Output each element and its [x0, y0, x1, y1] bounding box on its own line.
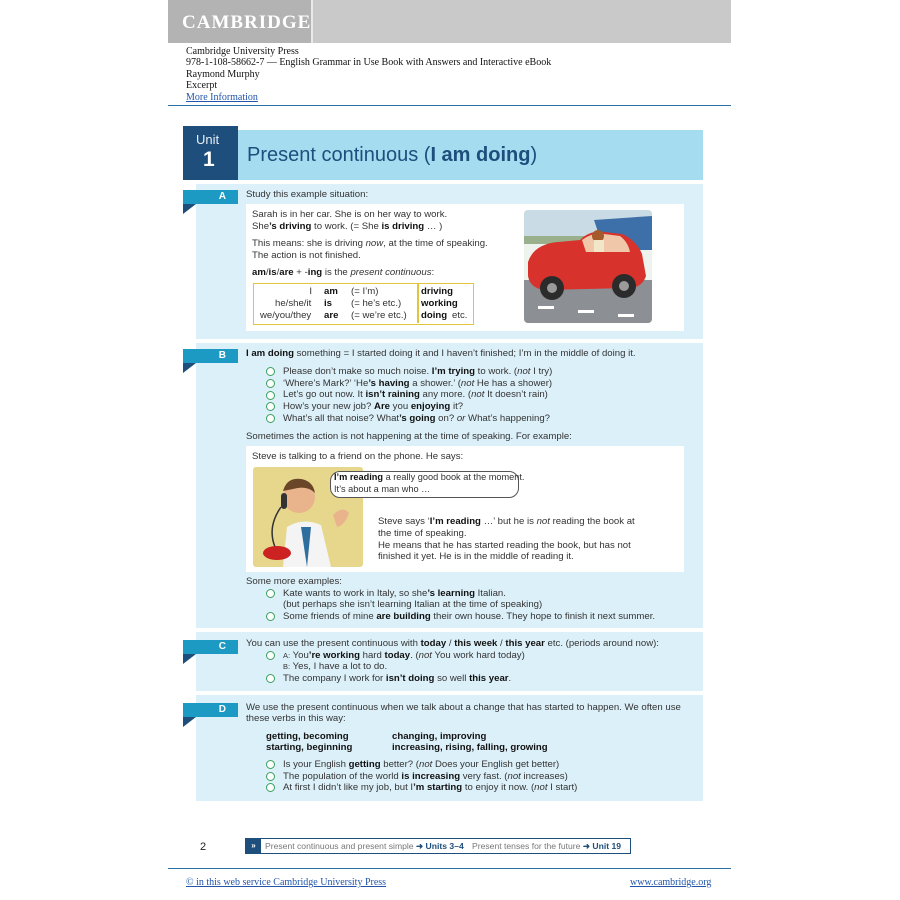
bullet — [266, 414, 275, 423]
verbs-col2-line1: changing, improving — [392, 731, 487, 742]
subject-he-she-it: he/she/it — [275, 298, 312, 309]
unit-number: 1 — [203, 148, 215, 171]
more-information-link[interactable]: More Information — [186, 91, 258, 103]
bullet — [266, 760, 275, 769]
bullet — [266, 589, 275, 598]
section-b-tab-fold — [183, 363, 196, 373]
section-b-definition: I am doing something = I started doing it and I haven’t finished; I’m in the middle of doing it. — [246, 348, 636, 359]
publisher-banner — [168, 0, 731, 43]
section-c-tab-fold — [183, 654, 196, 664]
steve-explanation-1: Steve says ‘I’m reading …’ but he is not reading the book at — [378, 516, 635, 527]
subject-i: I — [309, 286, 312, 297]
steve-intro: Steve is talking to a friend on the phone. He says: — [252, 451, 464, 462]
contraction-were: (= we’re etc.) — [351, 310, 407, 321]
bullet — [266, 379, 275, 388]
verbs-col1-line2: starting, beginning — [266, 742, 353, 753]
form-rule: am/is/are + -ing is the present continuous: — [252, 267, 435, 278]
steve-explanation-3: He means that he has started reading the book, but has not — [378, 540, 631, 551]
bullet — [266, 612, 275, 621]
contraction-hes: (= he’s etc.) — [351, 298, 402, 309]
bullet — [266, 402, 275, 411]
cross-reference-icon: » — [246, 839, 261, 853]
ing-etc: etc. — [452, 310, 468, 321]
meaning-line-2: The action is not finished. — [252, 250, 361, 261]
verb-am: am — [324, 286, 338, 297]
section-a-tab-fold — [183, 204, 196, 214]
sometimes-note: Sometimes the action is not happening at the time of speaking. For example: — [246, 431, 572, 442]
steve-explanation-4: finished it yet. He is in the middle of reading it. — [378, 551, 574, 562]
contraction-im: (= I’m) — [351, 286, 379, 297]
cambridge-logo: CAMBRIDGE — [168, 0, 311, 43]
xref-unit-19[interactable]: Present tenses for the future ➜ Unit 19 — [472, 841, 622, 851]
change-example-2: The population of the world is increasing very fast. (not increases) — [283, 771, 568, 782]
example-line: ‘Where’s Mark?’ ‘He’s having a shower.’ (not He has a shower) — [283, 378, 553, 389]
section-d-intro-1: We use the present continuous when we talk about a change that has started to happen. We often use — [246, 702, 681, 713]
example-line: Please don’t make so much noise. I’m trying to work. (not I try) — [283, 366, 553, 377]
excerpt-label: Excerpt — [186, 80, 218, 92]
speech-bubble-line-2: It’s about a man who … — [334, 484, 431, 494]
verb-are: are — [324, 310, 339, 321]
more-example-2: Some friends of mine are building their own house. They hope to finish it next summer. — [283, 611, 656, 622]
publisher-name: Cambridge University Press — [186, 46, 299, 57]
verb-is: is — [324, 298, 333, 309]
bullet — [266, 367, 275, 376]
more-example-1: Kate wants to work in Italy, so she’s learning Italian. — [283, 588, 506, 599]
more-example-1-note: (but perhaps she isn’t learning Italian at the time of speaking) — [283, 599, 543, 610]
sarah-line-2: She’s driving to work. (= She is driving … ) — [252, 221, 443, 232]
sarah-line-1: Sarah is in her car. She is on her way to work. — [252, 209, 448, 220]
section-a-tab: A — [183, 190, 238, 204]
ing-working: working — [421, 298, 458, 309]
table-divider — [417, 284, 419, 323]
more-examples-label: Some more examples: — [246, 576, 342, 587]
woman-driving-car-illustration — [524, 210, 652, 323]
speech-bubble-line-1: I’m reading a really good book at the moment. — [334, 472, 525, 482]
header-rule — [168, 105, 731, 106]
section-b-tab: B — [183, 349, 238, 363]
dialogue-b: B: Yes, I have a lot to do. — [283, 661, 388, 672]
cross-reference-box — [245, 838, 631, 854]
bullet — [266, 391, 275, 400]
copyright-link[interactable]: © in this web service Cambridge University Press — [186, 877, 387, 888]
steve-explanation-2: the time of speaking. — [378, 528, 467, 539]
footer-rule — [168, 868, 731, 869]
change-example-3: At first I didn’t like my job, but I’m starting to enjoy it now. (not I start) — [283, 782, 578, 793]
meaning-line-1: This means: she is driving now, at the time of speaking. — [252, 238, 488, 249]
example-line: Let’s go out now. It isn’t raining any more. (not It doesn’t rain) — [283, 389, 548, 400]
section-d-intro-2: these verbs in this way: — [246, 713, 346, 724]
car-icon — [524, 210, 652, 323]
unit-title-bar — [238, 130, 703, 180]
section-d-tab: D — [183, 703, 238, 717]
page-number: 2 — [200, 841, 207, 853]
example-line: What’s all that noise? What’s going on? or What’s happening? — [283, 413, 551, 424]
bullet — [266, 772, 275, 781]
section-c-tab: C — [183, 640, 238, 654]
author-name: Raymond Murphy — [186, 68, 260, 80]
xref-units-3-4[interactable]: Present continuous and present simple ➜ Units 3–4 — [265, 841, 464, 851]
ing-driving: driving — [421, 286, 453, 297]
section-d-tab-fold — [183, 717, 196, 727]
bullet — [266, 651, 275, 660]
website-link[interactable]: www.cambridge.org — [630, 877, 712, 888]
change-example-1: Is your English getting better? (not Does your English get better) — [283, 759, 560, 770]
isbn-title: 978-1-108-58662-7 — English Grammar in Use Book with Answers and Interactive eBook — [186, 57, 552, 69]
banner-divider — [311, 0, 313, 43]
subject-we-you-they: we/you/they — [260, 310, 312, 321]
unit-title: Present continuous (I am doing) — [247, 144, 538, 166]
dialogue-a: A: You’re working hard today. (not You work hard today) — [283, 650, 525, 661]
verbs-col1-line1: getting, becoming — [266, 731, 349, 742]
book-metadata — [186, 46, 551, 103]
example-line: How’s your new job? Are you enjoying it? — [283, 401, 464, 412]
bullet — [266, 783, 275, 792]
unit-label: Unit — [196, 132, 220, 147]
section-a-intro: Study this example situation: — [246, 189, 369, 200]
company-example: The company I work for isn’t doing so well this year. — [283, 673, 512, 684]
ing-doing: doing — [421, 310, 448, 321]
bullet — [266, 674, 275, 683]
unit-badge — [183, 126, 238, 180]
section-c-intro: You can use the present continuous with today / this week / this year etc. (periods around now): — [246, 638, 659, 649]
verbs-col2-line2: increasing, rising, falling, growing — [392, 742, 548, 753]
